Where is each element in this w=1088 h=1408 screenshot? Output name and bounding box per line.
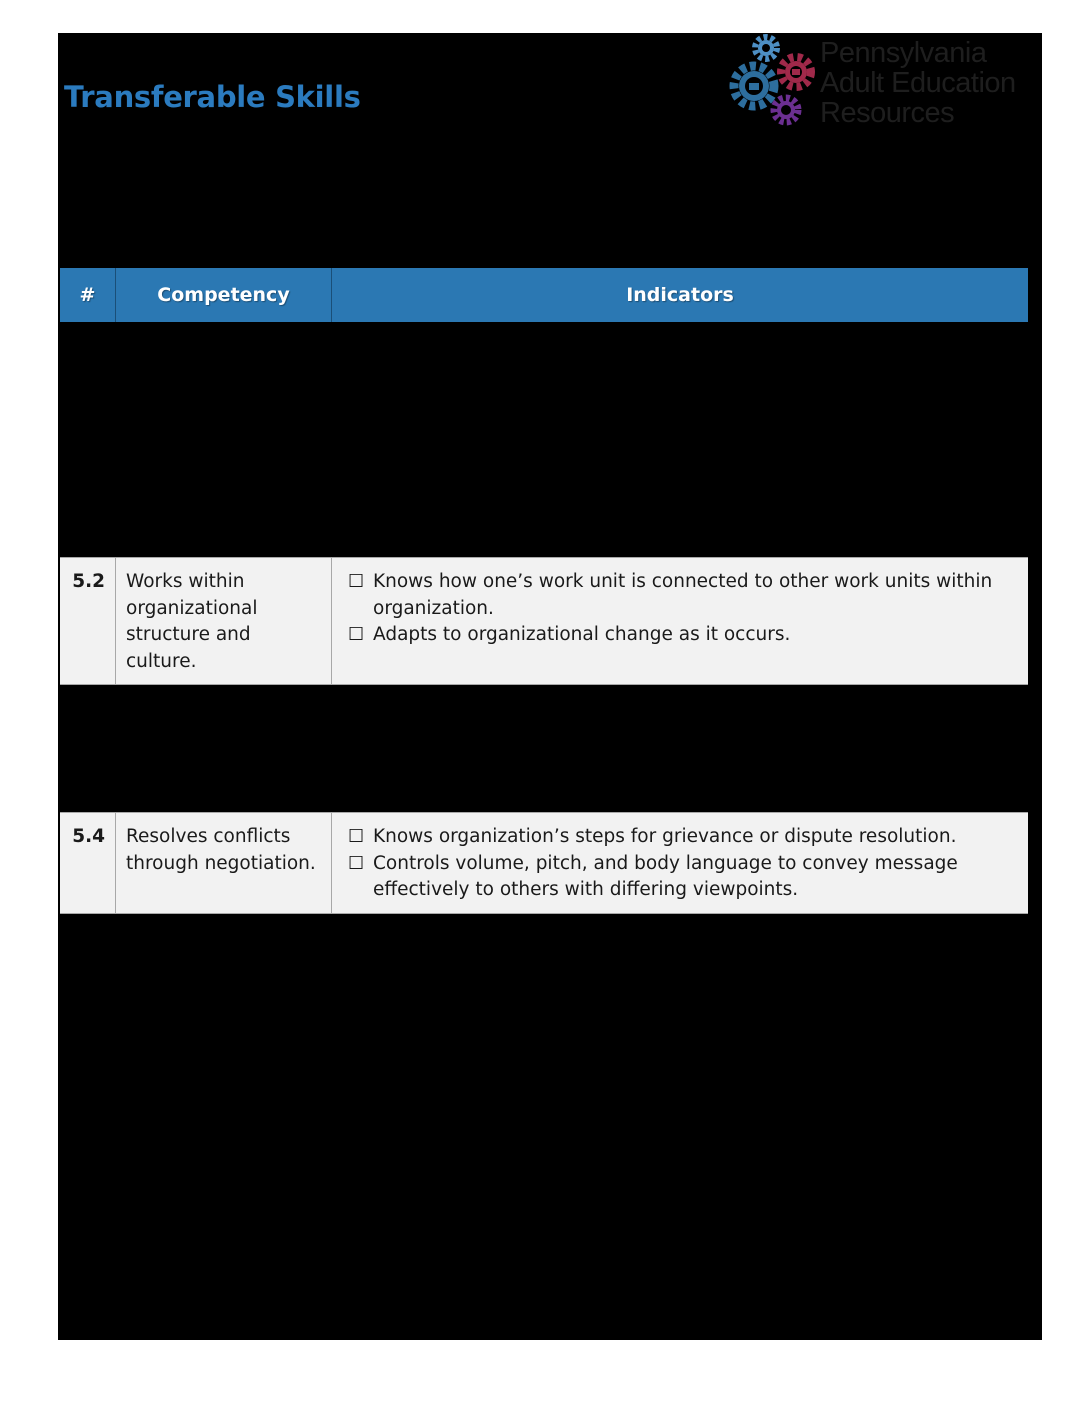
checkbox-icon[interactable]: ☐ <box>348 624 365 645</box>
column-header-indicators: Indicators <box>626 284 734 306</box>
logo-line-1: Pennsylvania <box>820 37 987 69</box>
checkbox-icon[interactable]: ☐ <box>348 852 365 874</box>
table-row <box>60 812 1028 914</box>
logo-text <box>820 38 1016 128</box>
table-header <box>60 268 1028 322</box>
indicator-text: Adapts to organizational change as it occurs. <box>373 624 791 645</box>
row-indicators <box>332 558 1028 684</box>
row-competency: Works within organizational structure and culture. <box>116 558 332 684</box>
column-header-number: # <box>60 268 116 322</box>
indicator-item <box>348 824 1016 851</box>
table-row <box>60 557 1028 685</box>
logo-line-3: Resources <box>820 97 955 129</box>
row-number: 5.2 <box>60 558 116 684</box>
page-background <box>58 33 1042 1340</box>
indicator-item <box>348 622 1016 649</box>
logo <box>724 34 1040 130</box>
row-number: 5.4 <box>60 813 116 913</box>
checkbox-icon[interactable]: ☐ <box>348 826 365 847</box>
column-header-competency: Competency <box>116 268 332 322</box>
indicator-text: Knows how one’s work unit is connected to other work units within organization. <box>373 571 993 619</box>
indicator-item <box>348 851 1016 904</box>
gears-logo-icon <box>724 34 824 130</box>
checkbox-icon[interactable]: ☐ <box>348 571 365 592</box>
page-title: Transferable Skills <box>64 80 361 114</box>
indicator-text: Knows organization’s steps for grievance or dispute resolution. <box>373 826 957 847</box>
row-competency: Resolves conflicts through negotiation. <box>116 813 332 913</box>
row-indicators <box>332 813 1028 913</box>
logo-line-2: Adult Education <box>820 67 1016 99</box>
indicator-text: Controls volume, pitch, and body language to convey message effectively to others with differing viewpoints. <box>373 852 958 900</box>
indicator-item <box>348 569 1016 622</box>
